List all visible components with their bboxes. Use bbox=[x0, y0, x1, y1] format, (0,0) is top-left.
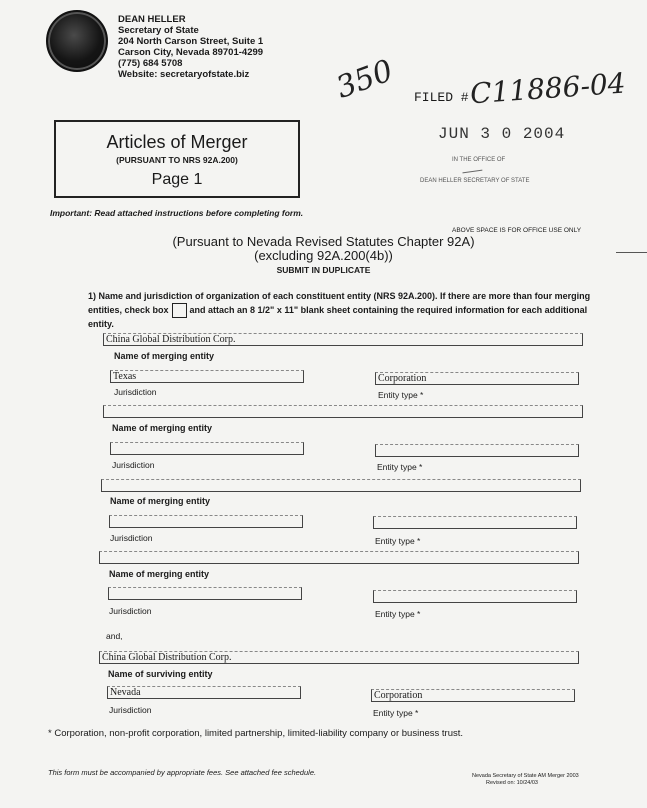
form-statute: (PURSUANT TO NRS 92A.200) bbox=[116, 155, 238, 165]
merging-entity-4-type-field[interactable] bbox=[373, 590, 577, 603]
merging-entity-2-label: Name of merging entity bbox=[112, 423, 213, 433]
entity-type-label: Entity type * bbox=[375, 609, 421, 619]
form-identifier-line-1: Nevada Secretary of State AM Merger 2003 bbox=[472, 773, 579, 779]
jurisdiction-label: Jurisdiction bbox=[112, 460, 155, 470]
merging-entity-1-name-field[interactable]: China Global Distribution Corp. bbox=[103, 333, 583, 346]
and-connector: and, bbox=[106, 631, 123, 641]
merging-entity-4-name-field[interactable] bbox=[99, 551, 579, 564]
filed-number: C11886-04 bbox=[469, 66, 627, 111]
office-header bbox=[118, 14, 263, 80]
form-title: Articles of Merger bbox=[106, 132, 248, 152]
entity-type-label: Entity type * bbox=[378, 390, 424, 400]
state-seal bbox=[46, 10, 108, 72]
merging-entity-1-type-field[interactable]: Corporation bbox=[375, 372, 579, 385]
handwritten-number: 350 bbox=[331, 53, 398, 106]
statute-line-1: (Pursuant to Nevada Revised Statutes Chapter 92A) bbox=[172, 234, 475, 249]
jurisdiction-label: Jurisdiction bbox=[110, 533, 153, 543]
merging-entity-1-label: Name of merging entity bbox=[114, 351, 215, 361]
filed-label: FILED # bbox=[414, 90, 469, 105]
jurisdiction-label: Jurisdiction bbox=[114, 387, 157, 397]
submit-note: SUBMIT IN DUPLICATE bbox=[276, 265, 371, 275]
merging-entity-2-jurisdiction-field[interactable] bbox=[110, 442, 304, 455]
question-1 bbox=[88, 290, 608, 331]
website: Website: secretaryofstate.biz bbox=[118, 69, 250, 80]
phone: (775) 684 5708 bbox=[118, 58, 183, 69]
entity-type-label: Entity type * bbox=[375, 536, 421, 546]
address-line-1: 204 North Carson Street, Suite 1 bbox=[118, 36, 264, 47]
merging-entity-3-label: Name of merging entity bbox=[110, 496, 211, 506]
merging-entity-2-name-field[interactable] bbox=[103, 405, 583, 418]
office-title: Secretary of State bbox=[118, 25, 199, 36]
merging-entity-4-label: Name of merging entity bbox=[109, 569, 210, 579]
surviving-entity-label: Name of surviving entity bbox=[108, 669, 213, 679]
question-1-text-a: 1) Name and jurisdiction of organization of each constituent entity (NRS 92A.200). If there are more than four merging entities, check box bbox=[88, 291, 591, 315]
entity-type-footnote: * Corporation, non-profit corporation, limited partnership, limited-liability company or business trust. bbox=[48, 728, 464, 739]
merging-entity-3-type-field[interactable] bbox=[373, 516, 577, 529]
question-1-text-b: and attach an 8 1/2" x 11" blank sheet containing the required information for each additional entity. bbox=[88, 304, 588, 329]
form-identifier bbox=[472, 773, 579, 787]
merging-entity-3-jurisdiction-field[interactable] bbox=[109, 515, 303, 528]
address-line-2: Carson City, Nevada 89701-4299 bbox=[118, 47, 264, 58]
entity-type-label: Entity type * bbox=[373, 708, 419, 718]
entity-type-label: Entity type * bbox=[377, 462, 423, 472]
merging-entity-3-name-field[interactable] bbox=[101, 479, 581, 492]
page-number: Page 1 bbox=[151, 171, 203, 188]
jurisdiction-label: Jurisdiction bbox=[109, 606, 152, 616]
merging-entity-1-jurisdiction-field[interactable]: Texas bbox=[110, 370, 304, 383]
statute-line-2: (excluding 92A.200(4b)) bbox=[254, 248, 393, 263]
stamp-signature bbox=[462, 164, 483, 174]
additional-entities-checkbox[interactable] bbox=[172, 303, 187, 318]
merging-entity-2-type-field[interactable] bbox=[375, 444, 579, 457]
important-note: Important: Read attached instructions before completing form. bbox=[50, 208, 304, 218]
stamp-line-1: IN THE OFFICE OF bbox=[452, 157, 506, 163]
fees-note: This form must be accompanied by appropriate fees. See attached fee schedule. bbox=[48, 768, 317, 777]
jurisdiction-label: Jurisdiction bbox=[109, 705, 152, 715]
surviving-entity-type-field[interactable]: Corporation bbox=[371, 689, 575, 702]
official-name: DEAN HELLER bbox=[118, 14, 186, 25]
merging-entity-4-jurisdiction-field[interactable] bbox=[108, 587, 302, 600]
surviving-entity-jurisdiction-field[interactable]: Nevada bbox=[107, 686, 301, 699]
form-identifier-line-2: Revised on: 10/24/03 bbox=[486, 780, 538, 786]
stamp-line-2: DEAN HELLER SECRETARY OF STATE bbox=[420, 178, 530, 184]
filed-date: JUN 3 0 2004 bbox=[438, 125, 566, 143]
statute-heading bbox=[0, 235, 647, 277]
office-use-note: ABOVE SPACE IS FOR OFFICE USE ONLY bbox=[452, 227, 582, 234]
surviving-entity-name-field[interactable]: China Global Distribution Corp. bbox=[99, 651, 579, 664]
title-box bbox=[54, 120, 300, 198]
